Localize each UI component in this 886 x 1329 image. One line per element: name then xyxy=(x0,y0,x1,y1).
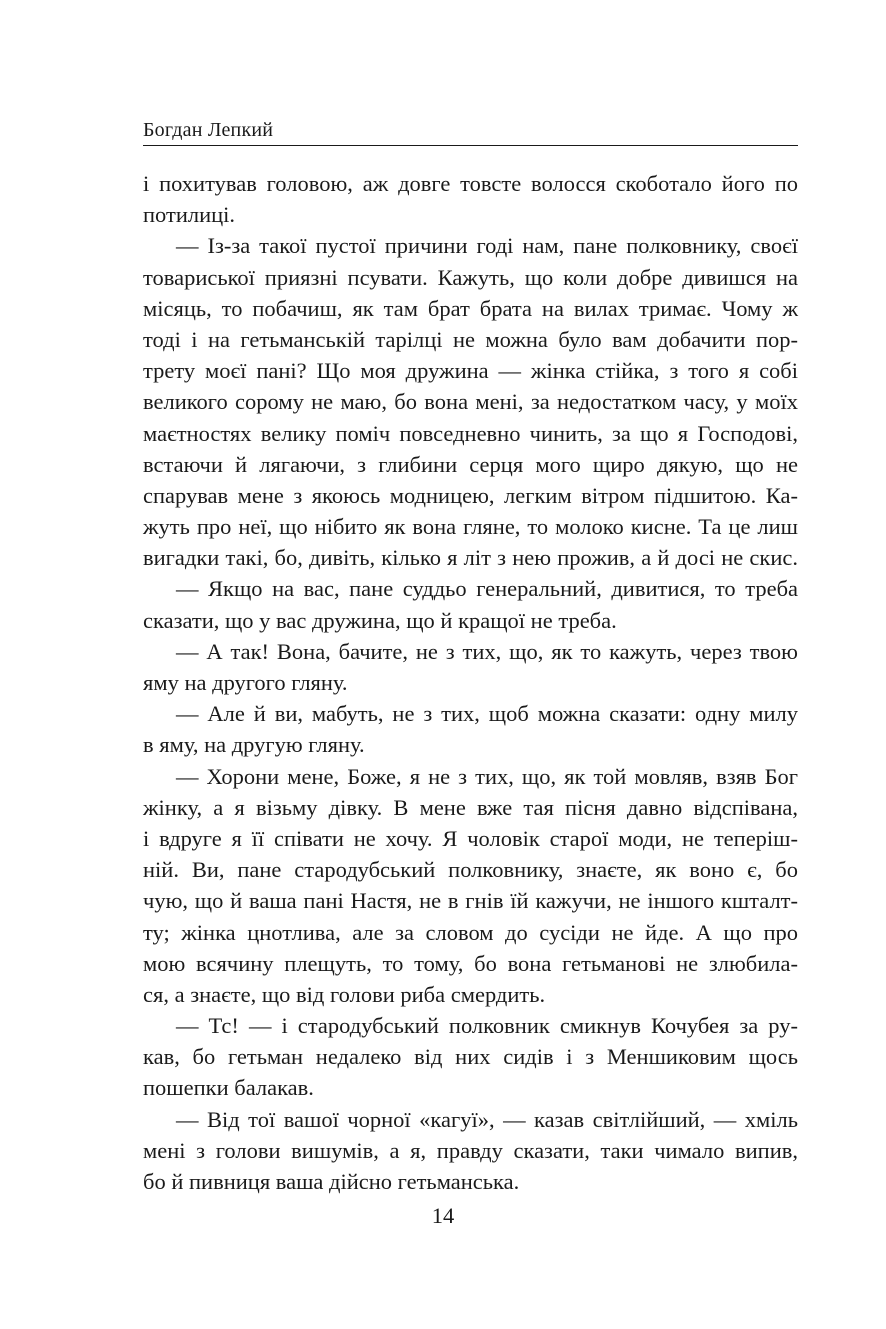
text-line: мою всячину плещуть, то тому, бо вона гетьманові не злюбила- xyxy=(143,950,798,976)
text-line: ся, а знаєте, що від голови риба смердить. xyxy=(143,981,546,1007)
page-number: 14 xyxy=(431,1203,455,1228)
text-line: трету моєї пані? Що моя дружина — жінка стійка, з того я собі xyxy=(143,358,798,384)
text-line: тоді і на гетьманській тарілці не можна було вам добачити пор- xyxy=(143,326,798,352)
text-line: яму на другого гляну. xyxy=(143,670,348,695)
text-line: в яму, на другую гляну. xyxy=(143,732,365,758)
text-line: ту; жінка цнотлива, але за словом до сусіди не йде. А що про xyxy=(143,919,798,945)
text-line: маєтностях велику поміч повседневно чинить, за що я Господові, xyxy=(143,420,798,446)
paragraph-first-line: — Якщо на вас, пане суддьо генеральний, дивитися, то треба xyxy=(176,576,798,602)
text-line: великого сорому не маю, бо вона мені, за недостатком часу, у моїх xyxy=(143,389,798,415)
text-line: жінку, а я візьму дівку. В мене вже тая пісня давно відспівана, xyxy=(143,794,798,820)
text-line: бо й пивниця ваша дійсно гетьманська. xyxy=(143,1169,520,1194)
text-line: мені з голови вишумів, а я, правду сказати, таки чимало випив, xyxy=(143,1137,798,1163)
text-line: товариської приязні псувати. Кажуть, що коли добре дивишся на xyxy=(143,264,798,290)
text-line: ній. Ви, пане стародубський полковнику, знаєте, як воно є, бо xyxy=(143,857,798,883)
paragraph-first-line: — А так! Вона, бачите, не з тих, що, як то кажуть, через твою xyxy=(176,638,798,664)
text-line: пошепки балакав. xyxy=(143,1075,314,1101)
text-line: і похитував головою, аж довге товсте волосся скоботало його по xyxy=(143,171,798,196)
body-text xyxy=(143,168,798,1197)
text-line: кав, бо гетьман недалеко від них сидів і з Меншиковим щось xyxy=(143,1044,798,1070)
text-line: чую, що й ваша пані Настя, не в гнів їй кажучи, не іншого кшталт- xyxy=(143,888,798,914)
paragraph-first-line: — Від тої вашої чорної «кагуї», — казав світлійший, — хміль xyxy=(176,1106,798,1132)
paragraph-first-line: — Із-за такої пустої причини годі нам, пане полковнику, своєї xyxy=(176,233,798,259)
running-header xyxy=(143,117,798,146)
text-line: і вдруге я її співати не хочу. Я чоловік старої моди, не теперіш- xyxy=(143,825,798,851)
paragraph-first-line: — Але й ви, мабуть, не з тих, щоб можна сказати: одну милу xyxy=(176,701,798,727)
paragraph-first-line: — Тс! — і стародубський полковник смикнув Кочубея за ру- xyxy=(176,1013,798,1039)
text-line: місяць, то побачиш, як там брат брата на вилах тримає. Чому ж xyxy=(143,295,798,321)
running-title: Богдан Лепкий xyxy=(143,119,274,141)
text-line: сказати, що у вас дружина, що й кращої не треба. xyxy=(143,607,617,633)
paragraph-first-line: — Хорони мене, Боже, я не з тих, що, як той мовляв, взяв Бог xyxy=(176,763,798,789)
text-line: спарував мене з якоюсь модницею, легким вітром підшитою. Ка- xyxy=(143,482,798,508)
text-line: встаючи й лягаючи, з глибини серця мого щиро дякую, що не xyxy=(143,451,798,477)
text-line: жуть про неї, що нібито як вона гляне, то молоко кисне. Та це лиш xyxy=(143,514,798,540)
text-line: потилиці. xyxy=(143,202,236,228)
text-line: вигадки такі, бо, дивіть, кілько я літ з нею прожив, а й досі не скис. xyxy=(143,545,798,571)
